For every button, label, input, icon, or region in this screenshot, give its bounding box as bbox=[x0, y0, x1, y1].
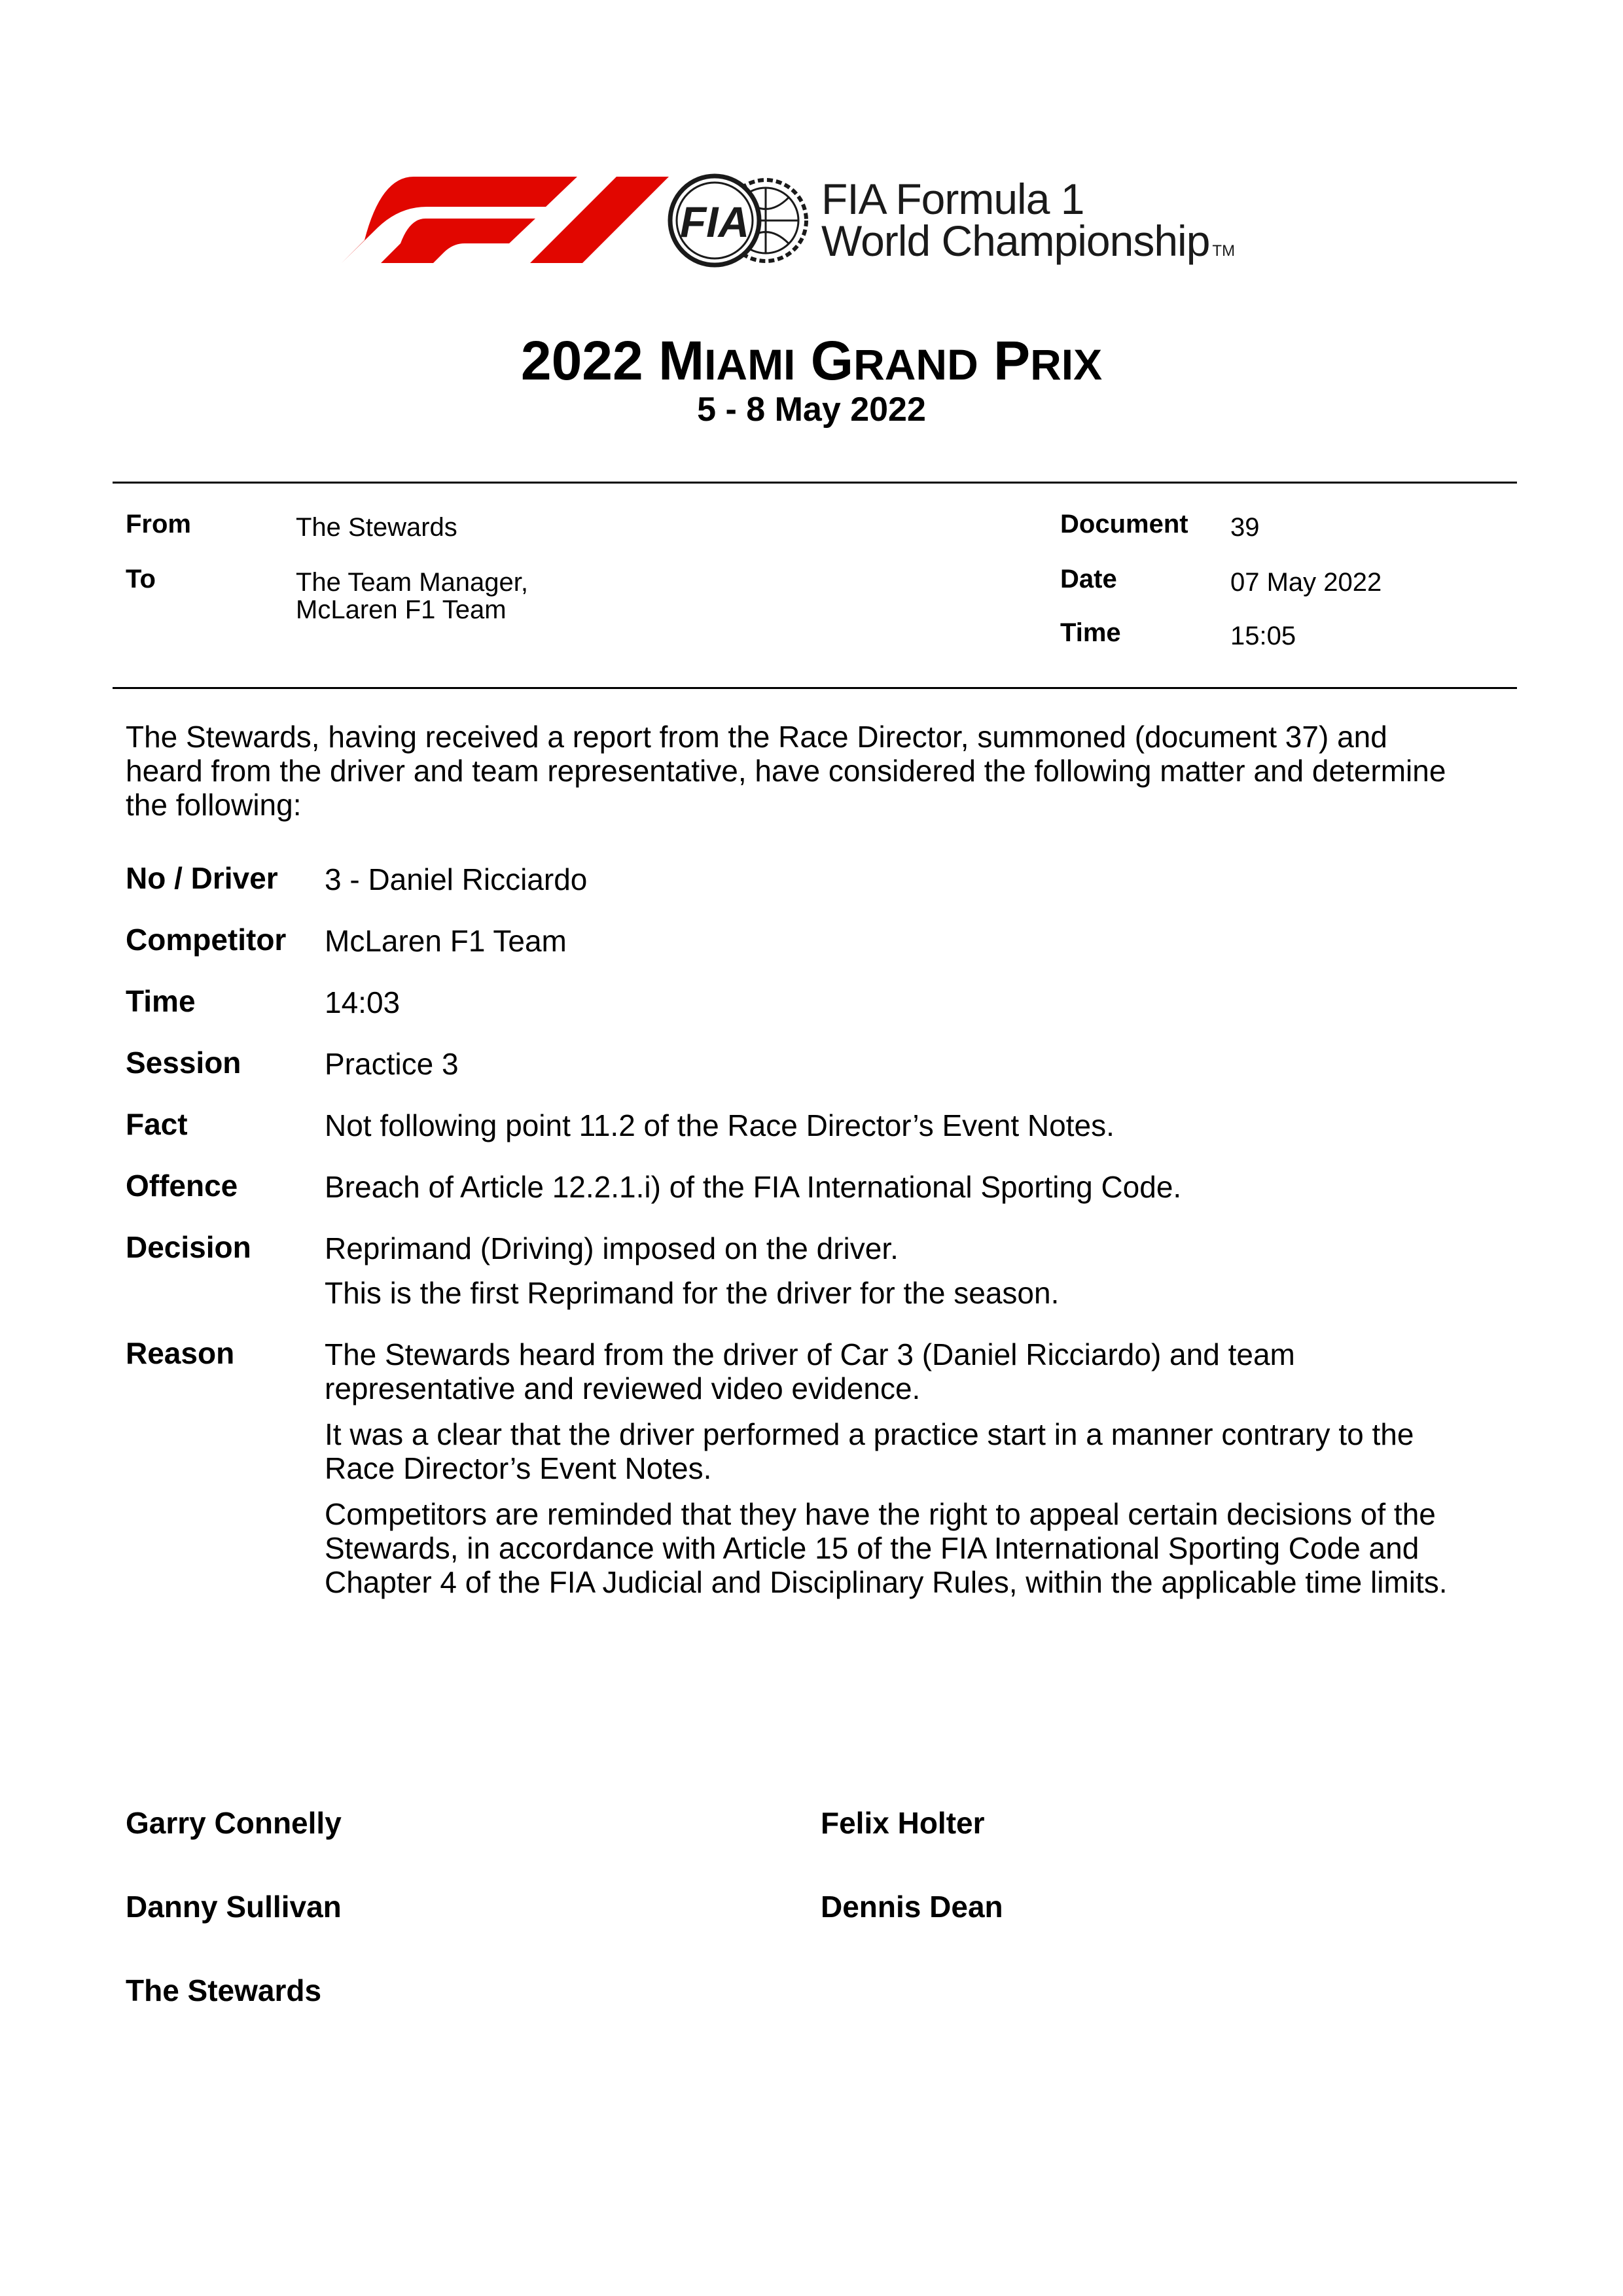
title-p: P bbox=[993, 330, 1031, 391]
title-rand: RAND bbox=[853, 340, 978, 389]
intro-line-2: heard from the driver and team representative, have considered the following matter and determine bbox=[126, 754, 1446, 788]
intro-line-3: the following: bbox=[126, 788, 302, 822]
reason-p3-line-2: Stewards, in accordance with Article 15 of the FIA International Sporting Code and bbox=[325, 1531, 1419, 1565]
wordmark-line-2-text: World Championship bbox=[821, 217, 1210, 265]
title-g: G bbox=[810, 330, 854, 391]
wordmark-line-2 bbox=[821, 217, 1236, 272]
decision-label: Decision bbox=[126, 1230, 251, 1264]
reason-p1-line-1: The Stewards heard from the driver of Car 3 (Daniel Ricciardo) and team bbox=[325, 1337, 1295, 1371]
title-year: 2022 bbox=[520, 330, 643, 391]
offence-value: Breach of Article 12.2.1.i) of the FIA International Sporting Code. bbox=[325, 1170, 1182, 1204]
steward-garry-connelly: Garry Connelly bbox=[126, 1806, 342, 1840]
time-label: Time bbox=[1060, 618, 1121, 647]
fact-label: Fact bbox=[126, 1107, 188, 1141]
session-value: Practice 3 bbox=[325, 1047, 459, 1081]
title-m: M bbox=[658, 330, 705, 391]
from-label: From bbox=[126, 510, 191, 539]
fact-value: Not following point 11.2 of the Race Director’s Event Notes. bbox=[325, 1108, 1115, 1142]
the-stewards-footer: The Stewards bbox=[126, 1973, 322, 2007]
reason-p3-line-3: Chapter 4 of the FIA Judicial and Disciplinary Rules, within the applicable time limits. bbox=[325, 1565, 1448, 1599]
fia-emblem-text: FIA bbox=[679, 198, 750, 246]
document-title bbox=[0, 329, 1623, 396]
f1-logo-icon bbox=[342, 177, 669, 263]
steward-danny-sullivan: Danny Sullivan bbox=[126, 1890, 342, 1924]
document-number: 39 bbox=[1230, 513, 1260, 542]
decision-line-1: Reprimand (Driving) imposed on the driver. bbox=[325, 1231, 899, 1265]
date-label: Date bbox=[1060, 565, 1117, 593]
fia-emblem-icon bbox=[668, 171, 812, 270]
intro-line-1: The Stewards, having received a report from the Race Director, summoned (document 37) and bbox=[126, 720, 1387, 754]
date-value: 07 May 2022 bbox=[1230, 568, 1382, 597]
offence-label: Offence bbox=[126, 1169, 238, 1203]
wordmark-line-1: FIA Formula 1 bbox=[821, 175, 1084, 223]
reason-p2-line-1: It was a clear that the driver performed a practice start in a manner contrary to the bbox=[325, 1417, 1414, 1451]
driver-label: No / Driver bbox=[126, 861, 278, 895]
title-rix: RIX bbox=[1030, 340, 1103, 389]
time-value: 15:05 bbox=[1230, 622, 1296, 650]
intro-paragraph bbox=[126, 720, 1507, 822]
to-value-line-2: McLaren F1 Team bbox=[296, 595, 507, 624]
reason-p3-line-1: Competitors are reminded that they have the right to appeal certain decisions of the bbox=[325, 1497, 1436, 1531]
reason-p1-line-2: representative and reviewed video evidence. bbox=[325, 1371, 921, 1405]
document-label: Document bbox=[1060, 510, 1188, 539]
event-dates: 5 - 8 May 2022 bbox=[697, 391, 926, 429]
competitor-value: McLaren F1 Team bbox=[325, 924, 567, 958]
session-label: Session bbox=[126, 1046, 241, 1080]
decision-line-2: This is the first Reprimand for the driver for the season. bbox=[325, 1276, 1060, 1310]
reason-label: Reason bbox=[126, 1336, 235, 1370]
from-value: The Stewards bbox=[296, 513, 457, 542]
title-iami: IAMI bbox=[704, 340, 796, 389]
trademark-mark: TM bbox=[1212, 242, 1236, 260]
championship-wordmark bbox=[821, 175, 1236, 272]
steward-felix-holter: Felix Holter bbox=[821, 1806, 985, 1840]
incident-time-label: Time bbox=[126, 984, 196, 1018]
header-divider-top bbox=[113, 482, 1517, 484]
competitor-label: Competitor bbox=[126, 923, 287, 957]
reason-p2-line-2: Race Director’s Event Notes. bbox=[325, 1451, 712, 1485]
to-value-line-1: The Team Manager, bbox=[296, 568, 529, 597]
header-divider-bottom bbox=[113, 687, 1517, 689]
incident-time-value: 14:03 bbox=[325, 985, 401, 1019]
steward-dennis-dean: Dennis Dean bbox=[821, 1890, 1003, 1924]
driver-value: 3 - Daniel Ricciardo bbox=[325, 862, 588, 896]
to-label: To bbox=[126, 565, 156, 593]
